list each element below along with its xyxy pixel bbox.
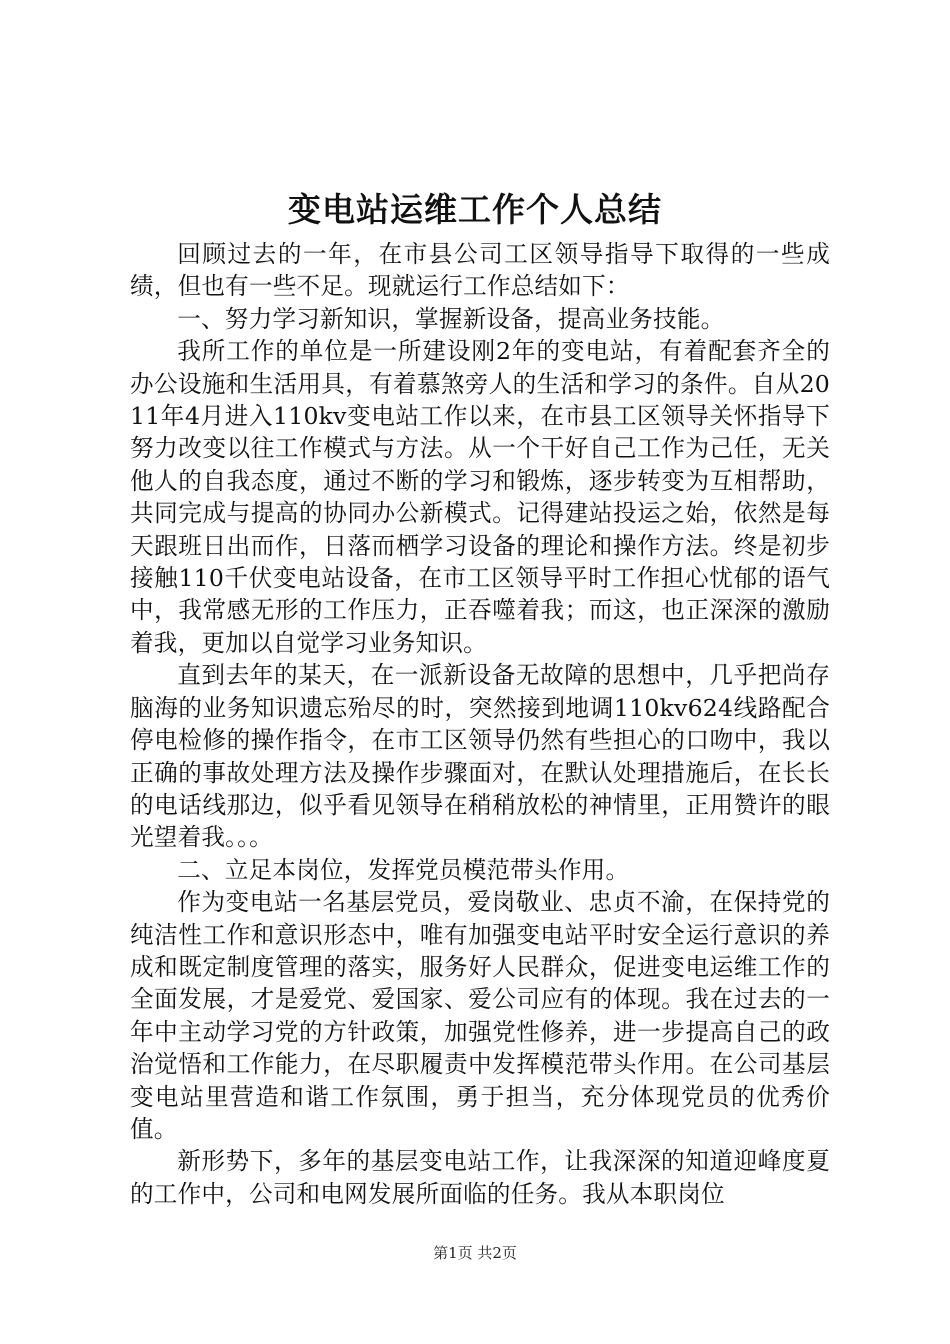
section-heading-2: 二、立足本岗位，发挥党员模范带头作用。 [177, 855, 630, 884]
paragraph-incident: 直到去年的某天，在一派新设备无故障的思想中，几乎把尚存脑海的业务知识遗忘殆尽的时，突然接到地调110kv624线路配合停电检修的操作指令，在市工区领导仍然有些担心的口吻中，我以正确的事故处理方法及操作步骤面对，在默认处理措施后，在长长的电话线那边，似乎看见领导在稍稍放松的神情里，正用赞许的眼光望着我。。。 [130, 661, 830, 852]
document-title: 变电站运维工作个人总结 [288, 190, 662, 229]
paragraph-new-situation: 新形势下，多年的基层变电站工作，让我深深的知道迎峰度夏的工作中，公司和电网发展所面临的任务。我从本职岗位 [130, 1147, 830, 1208]
paragraph-party-member: 作为变电站一名基层党员，爱岗敬业、忠贞不渝，在保持党的纯洁性工作和意识形态中，唯有加强变电站平时安全运行意识的养成和既定制度管理的落实，服务好人民群众，促进变电运维工作的全面发展，才是爱党、爱国家、爱公司应有的体现。我在过去的一年中主动学习党的方针政策，加强党性修养，进一步提高自己的政治觉悟和工作能力，在尽职履责中发挥模范带头作用。在公司基层变电站里营造和谐工作氛围，勇于担当，充分体现党员的优秀价值。 [130, 888, 830, 1143]
section-heading-1: 一、努力学习新知识，掌握新设备，提高业务技能。 [177, 304, 725, 333]
page-number-footer: 第1页 共2页 [433, 1244, 517, 1262]
paragraph-workplace: 我所工作的单位是一所建设刚2年的变电站，有着配套齐全的办公设施和生活用具，有着慕煞旁人的生活和学习的条件。自从2011年4月进入110kv变电站工作以来，在市县工区领导关怀指导下努力改变以往工作模式与方法。从一个干好自己工作为己任，无关他人的自我态度，通过不断的学习和锻炼，逐步转变为互相帮助，共同完成与提高的协同办公新模式。记得建站投运之始，依然是每天跟班日出而作，日落而栖学习设备的理论和操作方法。终是初步接触110千伏变电站设备，在市工区领导平时工作担心忧郁的语气中，我常感无形的工作压力，正吞噬着我；而这，也正深深的激励着我，更加以自觉学习业务知识。 [130, 337, 830, 657]
paragraph-intro: 回顾过去的一年，在市县公司工区领导指导下取得的一些成绩，但也有一些不足。现就运行工作总结如下： [130, 240, 830, 301]
document-body [130, 238, 830, 1210]
